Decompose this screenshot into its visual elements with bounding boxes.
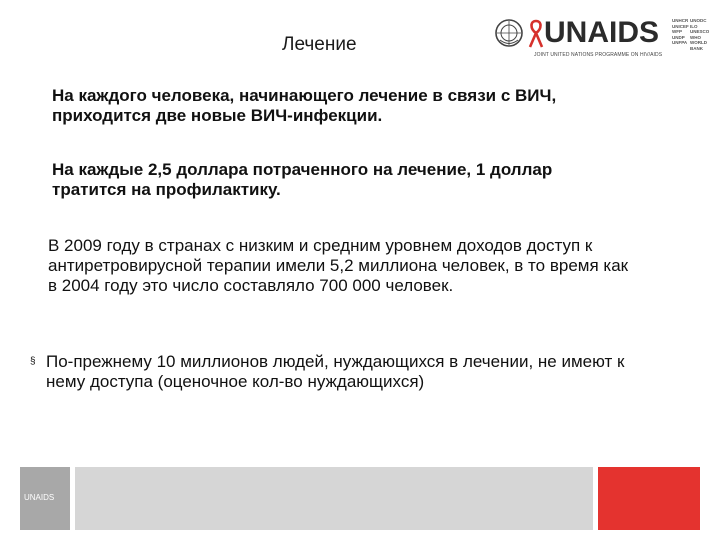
cosponsor-name: UNDP: [672, 34, 685, 40]
paragraph-infections-ratio: На каждого человека, начинающего лечение в связи с ВИЧ, приходится две новые ВИЧ-инфекции.: [52, 86, 557, 125]
cosponsor-column: [672, 18, 689, 46]
cosponsor-name: UNESCO: [690, 29, 710, 35]
cosponsor-name: WHO: [690, 34, 701, 40]
cosponsor-name: WORLD BANK: [690, 40, 707, 51]
cosponsor-column: [690, 18, 712, 52]
bullet-item: [30, 352, 630, 392]
un-emblem-icon: [494, 18, 524, 48]
bullet-text: По-прежнему 10 миллионов людей, нуждающихся в лечении, не имеют к нему доступа (оценочное кол-во нуждающихся): [46, 352, 625, 391]
cosponsor-name: UNHCR: [672, 18, 689, 23]
cosponsor-name: WFP: [672, 29, 682, 35]
bullet-marker-icon: §: [30, 356, 36, 367]
footer-block-right: [598, 467, 700, 530]
cosponsor-name: UNODC: [690, 18, 707, 23]
logo-brand-text: UNAIDS: [544, 16, 660, 49]
footer-label: UNAIDS: [24, 493, 55, 502]
cosponsor-name: UNFPA: [672, 40, 688, 46]
footer-block-middle: [75, 467, 593, 530]
slide-title: Лечение: [282, 34, 357, 55]
logo-tagline: JOINT UNITED NATIONS PROGRAMME ON HIV/AIDS: [534, 52, 663, 58]
paragraph-art-access: В 2009 году в странах с низким и средним уровнем доходов доступ к антиретровирусной терапии имели 5,2 миллиона человек, в то время как в 2004 году это число составляло 700 000 человек.: [48, 236, 629, 295]
footer-block-left: [20, 467, 70, 530]
cosponsor-name: ILO: [690, 23, 698, 29]
cosponsor-name: UNICEF: [672, 23, 689, 29]
unaids-logo: [494, 14, 709, 60]
red-ribbon-icon: [527, 19, 545, 49]
paragraph-spending-ratio: На каждые 2,5 доллара потраченного на лечение, 1 доллар тратится на профилактику.: [52, 160, 553, 199]
